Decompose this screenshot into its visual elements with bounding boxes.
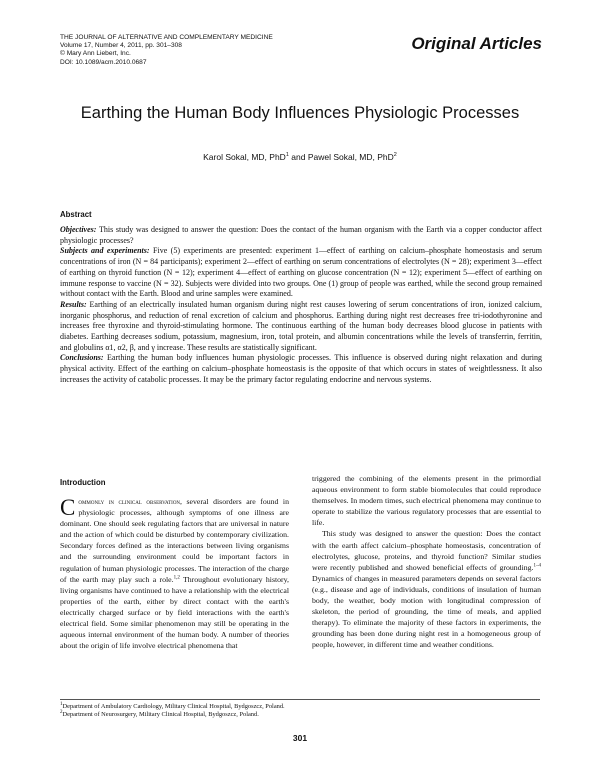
- objectives-text: This study was designed to answer the question: Does the contact of the human organism with the Earth via a copper conductor affect physiologic processes?: [60, 225, 543, 245]
- page-number: 301: [292, 733, 308, 743]
- results-label: Results:: [60, 299, 87, 309]
- left-column: [60, 496, 289, 651]
- citation: 1,2: [173, 575, 180, 581]
- author-conjunction: and: [291, 152, 306, 162]
- intro-text: several disorders are found in physiologic processes, although symptoms of one illness are dominant. One should seek regulating factors that are universal in nature and the action of which could be disturbed by contemporary civilization. Secondary forces defined as the interactions between living organisms and the surrounding environment could be important factors in regulation of human physiologic processes. The interaction of the charge of the earth may play such a role.: [60, 497, 289, 584]
- author-2: Pawel Sokal, MD, PhD: [307, 152, 394, 162]
- lead-in: ommonly in clinical observation,: [78, 497, 182, 506]
- footnotes: [60, 703, 285, 719]
- author-line: [60, 152, 540, 162]
- footnote-2: [60, 711, 285, 719]
- introduction-heading: Introduction: [60, 478, 106, 487]
- footnote-2-marker: 2: [60, 710, 63, 716]
- abstract-heading: Abstract: [60, 210, 92, 219]
- citation: 1–4: [533, 563, 541, 569]
- objectives-label: Objectives:: [60, 225, 97, 234]
- intro-paragraph-1-cont: triggered the combining of the elements present in the primordial aqueous environment to form stable biomolecules that could reproduce themselves. In modern times, such electrical phenomena may continue to operate to stabilize the various regulatory processes that are essential to life.: [312, 474, 541, 528]
- right-column: [312, 473, 541, 651]
- intro-p2-text: This study was designed to answer the question: Does the contact with the earth affect calcium–phosphate homeostasis, concentration of electrolytes, glucose, proteins, and thyroid function? Similar studies were recently published and showed beneficial effects of grounding.: [312, 529, 541, 572]
- footnote-2-text: Department of Neurosurgery, Military Clinical Hospital, Bydgoszcz, Poland.: [62, 711, 259, 719]
- footnote-1-text: Department of Ambulatory Cardiology, Military Clinical Hospital, Bydgoszcz, Poland.: [62, 703, 285, 710]
- drop-cap: C: [60, 495, 76, 520]
- intro-paragraph-1: [60, 496, 289, 651]
- conclusions-text: Earthing the human body influences human physiologic processes. This influence is observed during night relaxation and during physical activity. Effect of the earthing on calcium–phosphate homeostasis is the opposite of that which occurs in states of weightlessness. It also increases the activity of catabolic processes. It may be the primary factor regulating endocrine and nervous systems.: [60, 353, 542, 384]
- article-title: Earthing the Human Body Influences Physiologic Processes: [80, 104, 520, 122]
- abstract-subjects: [60, 246, 542, 300]
- doi-line: DOI: 10.1089/acm.2010.0687: [60, 58, 147, 66]
- abstract-results: [60, 300, 542, 354]
- section-label: Original Articles: [411, 34, 542, 53]
- subjects-label: Subjects and experiments:: [60, 246, 150, 256]
- subjects-text: Five (5) experiments are presented: experiment 1—effect of earthing on calcium–phosphate homeostasis and serum concentrations of iron (N = 84 participants); experiment 2—effect of earthing on serum concentrations of electrolytes (N = 28); experiment 3—effect of earthing on thyroid function (N = 12); experiment 4—effect of earthing on glucose concentration (N = 12); experiment 5—effect of earthing on immune response to vaccine (N = 32). Subjects were divided into two groups. One (1) group of people was earthed, while the second group remained without contact with the Earth. Blood and urine samples were examined.: [60, 246, 542, 299]
- intro-paragraph-2: [312, 528, 541, 650]
- author-2-affiliation: 2: [393, 152, 397, 159]
- results-text: Earthing of an electrically insulated human organism during night rest causes lowering of serum concentrations of iron, ionized calcium, inorganic phosphorus, and reduction of renal excretion of calcium and phosphorus. Earthing during night rest decreases free tri-iodothyronine and increases free thyroxine and thyroid-stimulating hormone. The continuous earthing of the human body decreases blood glucose in patients with diabetes. Earthing decreases sodium, potassium, magnesium, iron, total protein, and albumin concentrations while the levels of transferrin, ferritin, and globulins α1, α2, β, and γ increase. These results are statistically significant.: [60, 299, 542, 352]
- intro-p2-text-cont: Dynamics of changes in measured parameters depends on several factors (e.g., disease and age of individuals, conditions of insulation of human body, the weather, body motion with longitudinal compression of skeleton, the period of grounding, the time of meals, and applied therapy). To eliminate the majority of these factors in experiments, the grounding has been done during night rest in a homogeneous group of people, however, in different time and weather conditions.: [312, 573, 541, 650]
- copyright-line: © Mary Ann Liebert, Inc.: [60, 50, 131, 58]
- abstract-objectives: [60, 225, 542, 246]
- footnote-1-marker: 1: [60, 701, 63, 707]
- footnote-divider: [60, 699, 540, 700]
- intro-text-cont: Throughout evolutionary history, living organisms have continued to have a relationship with the electrical properties of the earth, either by direct contact with the earth's electrically charged surface or by field interactions with the earth's electrical field. Some similar phenomenon may still be operating in the aqueous internal environment of the human body. A number of theories about the origin of life involve electrical phenomena that: [60, 574, 289, 651]
- conclusions-label: Conclusions:: [60, 353, 104, 363]
- journal-name: THE JOURNAL OF ALTERNATIVE AND COMPLEMENTARY MEDICINE: [60, 34, 273, 41]
- author-1-affiliation: 1: [285, 152, 289, 159]
- abstract-body: [60, 225, 542, 386]
- volume-line: Volume 17, Number 4, 2011, pp. 301–308: [60, 42, 182, 50]
- author-1: Karol Sokal, MD, PhD: [203, 152, 286, 162]
- footnote-1: [60, 703, 285, 711]
- abstract-conclusions: [60, 353, 542, 385]
- journal-meta: [60, 34, 273, 67]
